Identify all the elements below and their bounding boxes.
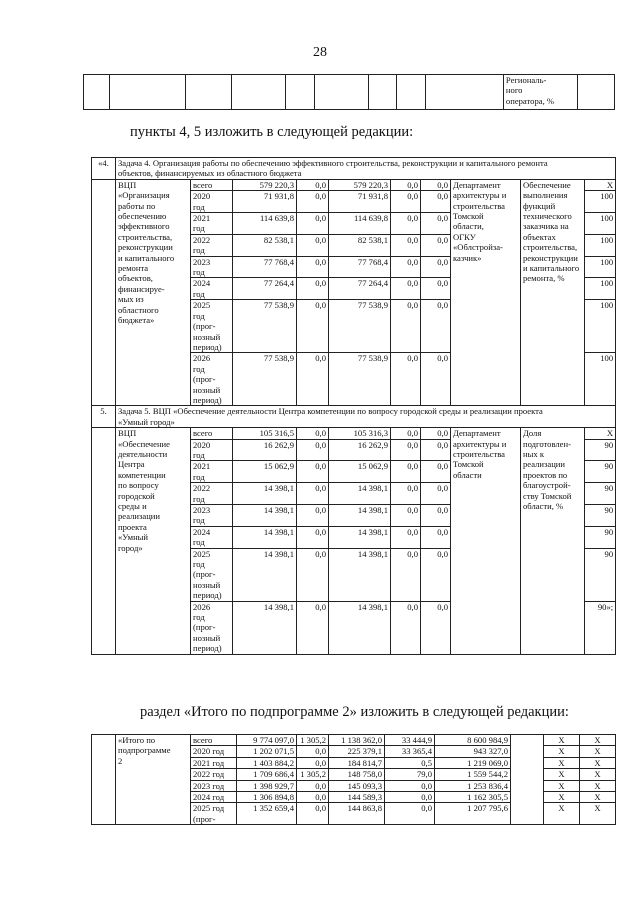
total-cell: 114 639,8 <box>233 213 297 235</box>
federal-cell: 0,0 <box>297 256 329 278</box>
municipal-cell: 0,0 <box>391 256 421 278</box>
x-cell: X <box>544 757 580 768</box>
year-cell: всего <box>191 428 233 439</box>
year-cell: 2025 год (прог- нозный период) <box>191 548 233 601</box>
task5-title: Задача 5. ВЦП «Обеспечение деятельности Центра компетенции по вопросу городской среды и реализации проекта «Умный город» <box>116 406 616 428</box>
municipal-cell: 0,0 <box>391 601 421 654</box>
task4-executor: Департамент архитектуры и строительства Томской области, ОГКУ «Облстройза- казчик» <box>451 179 521 406</box>
target-value-cell: 90 <box>585 505 616 527</box>
federal-cell: 0,0 <box>297 461 329 483</box>
year-cell: 2021 год <box>191 213 233 235</box>
heading-total: раздел «Итого по подпрограмме 2» изложить в следующей редакции: <box>140 704 569 720</box>
total-cell: 105 316,5 <box>233 428 297 439</box>
year-cell: всего <box>191 179 233 190</box>
target-value-cell: 90»; <box>585 601 616 654</box>
year-cell: 2025 год (прог- нозный период) <box>191 300 233 353</box>
federal-cell: 0,0 <box>297 601 329 654</box>
task5-title-row <box>92 406 616 428</box>
federal-cell: 0,0 <box>297 526 329 548</box>
regional-cell: 14 398,1 <box>329 601 391 654</box>
municipal-cell: 0,0 <box>385 803 435 825</box>
federal-cell: 0,0 <box>297 234 329 256</box>
task5-section <box>92 406 616 654</box>
federal-cell: 1 305,2 <box>297 735 329 746</box>
x-cell: X <box>580 746 616 757</box>
regional-cell: 14 398,1 <box>329 483 391 505</box>
municipal-cell: 0,0 <box>391 461 421 483</box>
table-row <box>92 428 616 439</box>
other-cell: 8 600 984,9 <box>435 735 511 746</box>
task4-indicator: Обеспечение выполнения функций технического заказчика на объектах строительства, реконструкции и капитального ремонта, % <box>521 179 585 406</box>
regional-cell: 14 398,1 <box>329 526 391 548</box>
municipal-cell: 0,0 <box>385 780 435 791</box>
target-value-cell: 90 <box>585 461 616 483</box>
target-value-cell: 100 <box>585 234 616 256</box>
target-value-cell: 90 <box>585 483 616 505</box>
total-cell: 1 306 894,8 <box>237 792 297 803</box>
x-cell: X <box>544 803 580 825</box>
municipal-cell: 0,0 <box>391 278 421 300</box>
other-cell: 1 219 069,0 <box>435 757 511 768</box>
municipal-cell: 0,0 <box>391 428 421 439</box>
total-cell: 9 774 097,0 <box>237 735 297 746</box>
total-cell: 16 262,9 <box>233 439 297 461</box>
total-cell: 1 403 884,2 <box>237 757 297 768</box>
task5-indicator: Доля подготовлен- ных к реализации проектов по благоустрой- ству Томской области, % <box>521 428 585 655</box>
year-cell: 2020 год <box>191 191 233 213</box>
total-cell: 1 202 071,5 <box>237 746 297 757</box>
total-name: «Итого по подпрограмме 2 <box>116 735 191 825</box>
task5-program-name: ВЦП «Обеспечение деятельности Центра компетенции по вопросу городской среды и реализации проекта «Умный город» <box>116 428 191 655</box>
other-cell: 1 207 795,6 <box>435 803 511 825</box>
target-value-cell: X <box>585 428 616 439</box>
regional-cell: 16 262,9 <box>329 439 391 461</box>
target-value-cell: 100 <box>585 213 616 235</box>
x-cell: X <box>544 769 580 780</box>
municipal-cell: 0,0 <box>385 792 435 803</box>
task4-title: Задача 4. Организация работы по обеспечению эффективного строительства, реконструкции и капитального ремонта объектов, финансируемых из областного бюджета <box>116 158 616 180</box>
x-cell: X <box>580 735 616 746</box>
page-number: 28 <box>313 45 327 60</box>
municipal-cell: 0,0 <box>391 179 421 190</box>
year-cell: 2026 год (прог- нозный период) <box>191 601 233 654</box>
regional-cell: 15 062,9 <box>329 461 391 483</box>
year-cell: 2021 год <box>191 461 233 483</box>
regional-cell: 225 379,1 <box>329 746 385 757</box>
regional-cell: 77 264,4 <box>329 278 391 300</box>
year-cell: 2023 год <box>191 256 233 278</box>
year-cell: 2023 год <box>191 505 233 527</box>
federal-cell: 0,0 <box>297 746 329 757</box>
total-cell: 579 220,3 <box>233 179 297 190</box>
total-cell: 14 398,1 <box>233 526 297 548</box>
municipal-cell: 33 444,9 <box>385 735 435 746</box>
total-cell: 1 398 929,7 <box>237 780 297 791</box>
other-cell: 0,0 <box>421 526 451 548</box>
municipal-cell: 0,5 <box>385 757 435 768</box>
year-cell: 2020 год <box>191 746 237 757</box>
x-cell: X <box>544 746 580 757</box>
other-cell: 0,0 <box>421 278 451 300</box>
municipal-cell: 0,0 <box>391 234 421 256</box>
municipal-cell: 79,0 <box>385 769 435 780</box>
other-cell: 0,0 <box>421 428 451 439</box>
federal-cell: 0,0 <box>297 179 329 190</box>
total-cell: 71 931,8 <box>233 191 297 213</box>
federal-cell: 0,0 <box>297 505 329 527</box>
other-cell: 0,0 <box>421 213 451 235</box>
other-cell: 1 559 544,2 <box>435 769 511 780</box>
federal-cell: 0,0 <box>297 780 329 791</box>
task4-number: «4. <box>92 158 116 180</box>
other-cell: 0,0 <box>421 483 451 505</box>
task4-section <box>92 158 616 406</box>
regional-cell: 144 589,3 <box>329 792 385 803</box>
heading-items-4-5: пункты 4, 5 изложить в следующей редакции: <box>130 124 414 140</box>
total-empty-num-cell <box>92 735 116 825</box>
year-cell: 2026 год (прог- нозный период) <box>191 353 233 406</box>
regional-cell: 77 538,9 <box>329 353 391 406</box>
target-value-cell: 100 <box>585 256 616 278</box>
year-cell: 2021 год <box>191 757 237 768</box>
x-cell: X <box>580 780 616 791</box>
total-cell: 14 398,1 <box>233 483 297 505</box>
task4-empty-num-cell <box>92 179 116 406</box>
federal-cell: 0,0 <box>297 439 329 461</box>
regional-cell: 14 398,1 <box>329 505 391 527</box>
task4-program-name: ВЦП «Организация работы по обеспечению эффективного строительства, реконструкции и капитального ремонта объектов, финансируе- мых из областного бюджета» <box>116 179 191 406</box>
year-cell: 2023 год <box>191 780 237 791</box>
regional-cell: 114 639,8 <box>329 213 391 235</box>
regional-cell: 77 538,9 <box>329 300 391 353</box>
year-cell: 2022 год <box>191 483 233 505</box>
other-cell: 0,0 <box>421 461 451 483</box>
other-cell: 0,0 <box>421 353 451 406</box>
other-cell: 0,0 <box>421 300 451 353</box>
federal-cell: 0,0 <box>297 191 329 213</box>
federal-cell: 0,0 <box>297 548 329 601</box>
year-cell: 2022 год <box>191 769 237 780</box>
federal-cell: 0,0 <box>297 483 329 505</box>
year-cell: 2020 год <box>191 439 233 461</box>
total-cell: 77 768,4 <box>233 256 297 278</box>
regional-cell: 579 220,3 <box>329 179 391 190</box>
regional-cell: 1 138 362,0 <box>329 735 385 746</box>
total-cell: 77 264,4 <box>233 278 297 300</box>
target-value-cell: 90 <box>585 526 616 548</box>
x-cell: X <box>544 735 580 746</box>
regional-cell: 77 768,4 <box>329 256 391 278</box>
federal-cell: 0,0 <box>297 353 329 406</box>
table-row <box>92 735 616 746</box>
top-table-fragment <box>83 74 615 110</box>
federal-cell: 1 305,2 <box>297 769 329 780</box>
year-cell: всего <box>191 735 237 746</box>
regional-cell: 145 093,3 <box>329 780 385 791</box>
federal-cell: 0,0 <box>297 803 329 825</box>
regional-cell: 14 398,1 <box>329 548 391 601</box>
target-value-cell: 100 <box>585 278 616 300</box>
municipal-cell: 0,0 <box>391 191 421 213</box>
total-table <box>91 734 616 825</box>
target-value-cell: X <box>585 179 616 190</box>
x-cell: X <box>580 803 616 825</box>
x-cell: X <box>580 757 616 768</box>
municipal-cell: 0,0 <box>391 548 421 601</box>
total-cell: 77 538,9 <box>233 353 297 406</box>
other-cell: 0,0 <box>421 234 451 256</box>
other-cell: 0,0 <box>421 191 451 213</box>
total-cell: 14 398,1 <box>233 601 297 654</box>
total-empty-executor-cell <box>511 735 544 825</box>
total-section <box>92 735 616 825</box>
other-cell: 1 162 305,5 <box>435 792 511 803</box>
other-cell: 0,0 <box>421 548 451 601</box>
other-cell: 0,0 <box>421 256 451 278</box>
table-row <box>92 179 616 190</box>
municipal-cell: 0,0 <box>391 213 421 235</box>
x-cell: X <box>580 792 616 803</box>
target-value-cell: 90 <box>585 548 616 601</box>
year-cell: 2025 год (прог- <box>191 803 237 825</box>
regional-cell: 144 863,8 <box>329 803 385 825</box>
year-cell: 2024 год <box>191 526 233 548</box>
x-cell: X <box>544 780 580 791</box>
federal-cell: 0,0 <box>297 278 329 300</box>
other-cell: 943 327,0 <box>435 746 511 757</box>
x-cell: X <box>580 769 616 780</box>
total-cell: 1 352 659,4 <box>237 803 297 825</box>
year-cell: 2024 год <box>191 278 233 300</box>
year-cell: 2024 год <box>191 792 237 803</box>
municipal-cell: 0,0 <box>391 505 421 527</box>
target-value-cell: 100 <box>585 353 616 406</box>
regional-cell: 184 814,7 <box>329 757 385 768</box>
municipal-cell: 0,0 <box>391 353 421 406</box>
municipal-cell: 0,0 <box>391 300 421 353</box>
total-cell: 82 538,1 <box>233 234 297 256</box>
other-cell: 0,0 <box>421 601 451 654</box>
target-value-cell: 100 <box>585 300 616 353</box>
regional-cell: 148 758,0 <box>329 769 385 780</box>
municipal-cell: 0,0 <box>391 483 421 505</box>
total-cell: 14 398,1 <box>233 548 297 601</box>
task5-executor: Департамент архитектуры и строительства Томской области <box>451 428 521 655</box>
x-cell: X <box>544 792 580 803</box>
federal-cell: 0,0 <box>297 792 329 803</box>
municipal-cell: 0,0 <box>391 439 421 461</box>
top-table-indicator-cell: Региональ- ного оператора, % <box>503 75 577 110</box>
other-cell: 0,0 <box>421 439 451 461</box>
task5-number: 5. <box>92 406 116 428</box>
regional-cell: 82 538,1 <box>329 234 391 256</box>
task5-empty-num-cell <box>92 428 116 655</box>
regional-cell: 105 316,3 <box>329 428 391 439</box>
other-cell: 0,0 <box>421 179 451 190</box>
municipal-cell: 33 365,4 <box>385 746 435 757</box>
total-cell: 15 062,9 <box>233 461 297 483</box>
task4-title-row <box>92 158 616 180</box>
year-cell: 2022 год <box>191 234 233 256</box>
federal-cell: 0,0 <box>297 428 329 439</box>
regional-cell: 71 931,8 <box>329 191 391 213</box>
other-cell: 0,0 <box>421 505 451 527</box>
total-cell: 1 709 686,4 <box>237 769 297 780</box>
federal-cell: 0,0 <box>297 213 329 235</box>
other-cell: 1 253 836,4 <box>435 780 511 791</box>
tasks-table <box>91 157 616 655</box>
target-value-cell: 100 <box>585 191 616 213</box>
target-value-cell: 90 <box>585 439 616 461</box>
municipal-cell: 0,0 <box>391 526 421 548</box>
federal-cell: 0,0 <box>297 757 329 768</box>
total-cell: 77 538,9 <box>233 300 297 353</box>
federal-cell: 0,0 <box>297 300 329 353</box>
total-cell: 14 398,1 <box>233 505 297 527</box>
